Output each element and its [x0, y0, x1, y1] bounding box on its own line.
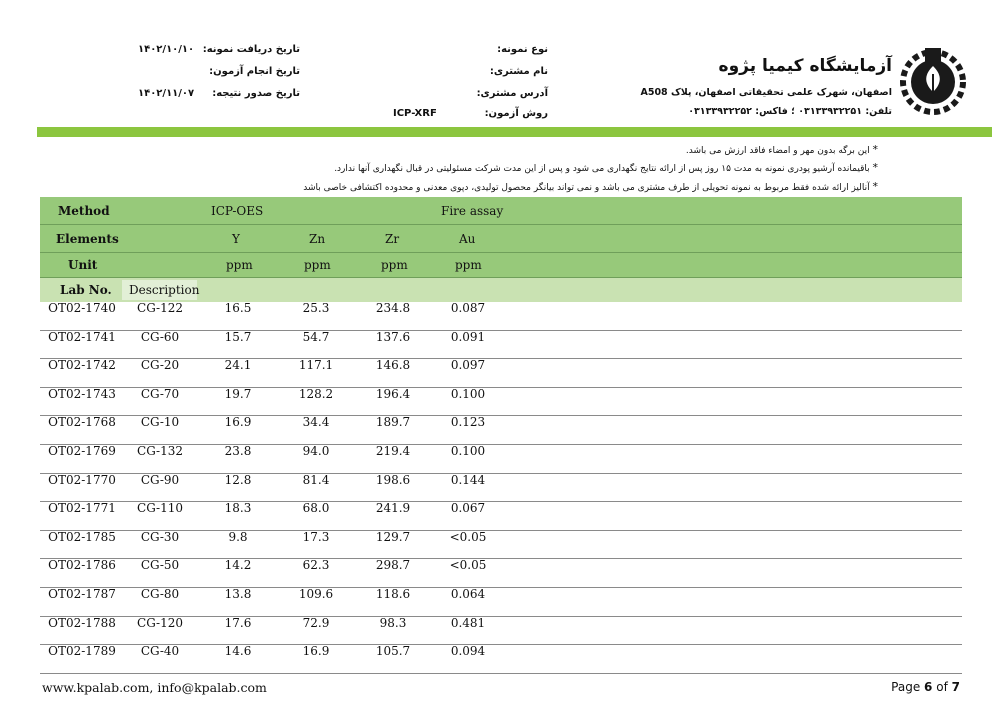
cell-zr: 137.6: [375, 329, 411, 344]
lab-address: اصفهان، شهرک علمی تحقیقاتی اصفهان، پلاک A508: [640, 87, 892, 98]
cell-description: CG-132: [137, 444, 183, 458]
cell-y: 23.8: [224, 444, 252, 458]
cell-lab-no: OT02-1771: [48, 501, 116, 516]
method-fire: Fire assay: [441, 203, 504, 218]
cell-y: 15.7: [224, 329, 252, 344]
cell-au: 0.144: [450, 472, 486, 487]
cell-zn: 16.9: [302, 644, 330, 659]
cell-y: 13.8: [224, 587, 252, 601]
cell-lab-no: OT02-1785: [48, 529, 116, 544]
page-number: Page 6 of 7: [891, 680, 960, 694]
cell-description: CG-80: [140, 587, 180, 601]
cell-description: CG-60: [140, 329, 180, 344]
note-1: * این برگه بدون مهر و امضاء فاقد ارزش می باشد.: [685, 143, 878, 156]
method-icp: ICP-OES: [211, 203, 264, 218]
cell-description: CG-50: [140, 558, 180, 573]
cell-au: 0.087: [450, 301, 486, 315]
cell-description: CG-20: [140, 358, 180, 373]
table-row: [40, 473, 962, 503]
table-row: [40, 330, 962, 360]
cell-y: 14.2: [224, 558, 252, 573]
cell-lab-no: OT02-1789: [48, 644, 116, 659]
cell-au: 0.097: [450, 358, 486, 373]
issue-date-label: تاریخ صدور نتیجه:: [212, 88, 300, 99]
client-address-label: آدرس مشتری:: [476, 88, 548, 99]
cell-au: 0.123: [450, 415, 486, 430]
table-row: [40, 444, 962, 474]
cell-lab-no: OT02-1743: [48, 386, 116, 401]
unit-y: ppm: [226, 258, 253, 272]
cell-au: 0.091: [450, 329, 486, 344]
cell-lab-no: OT02-1768: [48, 415, 116, 430]
cell-zr: 118.6: [375, 587, 411, 601]
cell-description: CG-110: [137, 501, 183, 516]
table-row: [40, 358, 962, 388]
cell-zn: 109.6: [298, 587, 334, 601]
cell-zr: 234.8: [375, 301, 411, 315]
cell-zn: 25.3: [302, 301, 330, 315]
cell-description: CG-120: [137, 615, 183, 630]
test-date-label: تاریخ انجام آزمون:: [209, 66, 300, 77]
cell-zn: 68.0: [302, 501, 330, 516]
cell-zn: 34.4: [302, 415, 330, 430]
table-row: [40, 501, 962, 531]
cell-au: 0.064: [450, 587, 486, 601]
cell-zn: 128.2: [298, 386, 334, 401]
sample-type-label: نوع نمونه:: [497, 44, 548, 55]
cell-y: 17.6: [224, 615, 252, 630]
table-row: [40, 558, 962, 588]
cell-au: 0.067: [450, 501, 486, 516]
cell-lab-no: OT02-1788: [48, 615, 116, 630]
cell-au: 0.094: [450, 644, 486, 659]
cell-y: 16.5: [224, 301, 252, 315]
cell-y: 24.1: [224, 358, 252, 373]
unit-au: ppm: [455, 258, 482, 272]
method-label: روش آزمون:: [484, 108, 548, 119]
cell-y: 14.6: [224, 644, 252, 659]
element-au: Au: [459, 231, 476, 246]
cell-description: CG-10: [140, 415, 180, 430]
cell-zn: 117.1: [298, 358, 334, 373]
table-row: [40, 387, 962, 417]
cell-zr: 105.7: [375, 644, 411, 659]
cell-y: 18.3: [224, 501, 252, 516]
cell-description: CG-70: [140, 386, 180, 401]
description-header: Description: [129, 283, 200, 297]
header-divider-bar: [37, 127, 992, 137]
cell-zn: 54.7: [302, 329, 330, 344]
cell-zn: 81.4: [302, 472, 330, 487]
cell-zn: 17.3: [302, 529, 330, 544]
cell-lab-no: OT02-1740: [48, 301, 116, 315]
labno-header: Lab No.: [60, 283, 112, 297]
unit-zn: ppm: [304, 258, 331, 272]
receive-date-value: ۱۴۰۲/۱۰/۱۰: [138, 44, 195, 55]
table-elements-row: [40, 225, 962, 253]
cell-description: CG-90: [140, 472, 180, 487]
cell-zr: 189.7: [375, 415, 411, 430]
note-3: * آنالیز ارائه شده فقط مربوط به نمونه تحویلی از طرف مشتری می باشد و نمی تواند بیانگر محصول تولیدی، دپوی معدنی و محدوده اکتشافی خاصی باشد: [303, 180, 878, 193]
lab-contact: تلفن: ۰۳۱۳۳۹۳۲۲۵۱ ؛ فاکس: ۰۳۱۳۳۹۳۲۲۵۲: [688, 106, 892, 117]
cell-zr: 98.3: [379, 615, 407, 630]
unit-zr: ppm: [381, 258, 408, 272]
cell-lab-no: OT02-1787: [48, 587, 116, 601]
lab-logo: [898, 40, 968, 120]
cell-zr: 146.8: [375, 358, 411, 373]
cell-zr: 298.7: [375, 558, 411, 573]
cell-au: 0.481: [450, 615, 486, 630]
cell-zr: 219.4: [375, 444, 411, 458]
cell-description: CG-40: [140, 644, 180, 659]
cell-description: CG-30: [140, 529, 180, 544]
cell-zr: 241.9: [375, 501, 411, 516]
cell-lab-no: OT02-1786: [48, 558, 116, 573]
note-2: * باقیمانده آرشیو پودری نمونه به مدت ۱۵ روز پس از ارائه نتایج نگهداری می شود و پس از این مدت شرکت مسئولیتی در قبال نگهداری آنها ندارد.: [334, 161, 878, 174]
cell-zn: 72.9: [302, 615, 330, 630]
issue-date-value: ۱۴۰۲/۱۱/۰۷: [138, 88, 195, 99]
receive-date-label: تاریخ دریافت نمونه:: [202, 44, 300, 55]
table-row: [40, 530, 962, 560]
table-method-row: [40, 197, 962, 225]
cell-lab-no: OT02-1770: [48, 472, 116, 487]
cell-zr: 196.4: [375, 386, 411, 401]
footer-contact: www.kpalab.com, info@kpalab.com: [42, 680, 267, 695]
cell-au: <0.05: [449, 558, 487, 573]
cell-zn: 62.3: [302, 558, 330, 573]
lab-name: آزمایشگاه کیمیا پژوه: [718, 56, 892, 76]
elements-header: Elements: [56, 231, 119, 246]
table-row: [40, 415, 962, 445]
cell-lab-no: OT02-1769: [48, 444, 116, 458]
method-value: ICP-XRF: [393, 108, 437, 119]
cell-zn: 94.0: [302, 444, 330, 458]
cell-zr: 198.6: [375, 472, 411, 487]
cell-lab-no: OT02-1742: [48, 358, 116, 373]
cell-au: 0.100: [450, 386, 486, 401]
element-y: Y: [232, 231, 240, 246]
element-zn: Zn: [309, 231, 326, 246]
client-label: نام مشتری:: [489, 66, 548, 77]
table-unit-row: [40, 253, 962, 278]
cell-description: CG-122: [137, 301, 183, 315]
table-row: [40, 301, 962, 331]
method-header: Method: [58, 203, 110, 218]
unit-header: Unit: [68, 258, 98, 272]
element-zr: Zr: [385, 231, 400, 246]
table-row: [40, 587, 962, 617]
table-row: [40, 644, 962, 674]
table-row: [40, 616, 962, 646]
cell-au: <0.05: [449, 529, 487, 544]
cell-zr: 129.7: [375, 529, 411, 544]
cell-au: 0.100: [450, 444, 486, 458]
cell-lab-no: OT02-1741: [48, 329, 116, 344]
cell-y: 12.8: [224, 472, 252, 487]
cell-y: 19.7: [224, 386, 252, 401]
table-labno-row: [40, 278, 962, 302]
cell-y: 16.9: [224, 415, 252, 430]
cell-y: 9.8: [228, 529, 248, 544]
